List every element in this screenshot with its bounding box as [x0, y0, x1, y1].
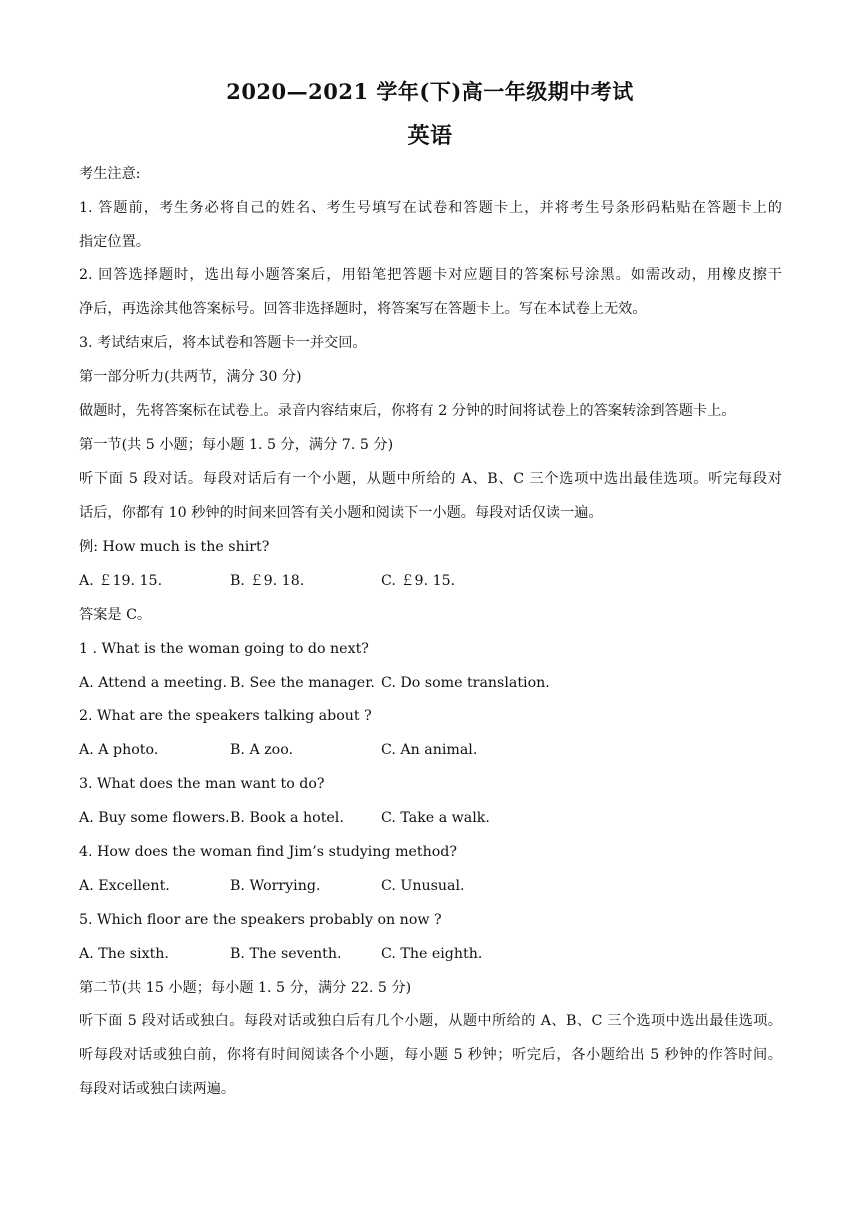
part1-heading: 第一部分听力(共两节，满分 30 分)	[79, 369, 302, 385]
notice-item-3: 3. 考试结束后，将本试卷和答题卡一并交回。	[79, 335, 367, 351]
question-2-option-c: C. An animal.	[381, 742, 478, 758]
question-2-option-a: A. A photo.	[79, 742, 159, 758]
notice-item-2-line-1: 2. 回答选择题时，选出每小题答案后，用铅笔把答题卡对应题目的答案标号涂黑。如需改动，用橡皮擦干	[79, 267, 782, 283]
question-4-option-a: A. Excellent.	[79, 878, 170, 894]
question-3-stem: 3. What does the man want to do?	[79, 776, 325, 792]
section2-instruction-line-3: 每段对话或独白读两遍。	[79, 1081, 236, 1097]
question-1-option-a: A. Attend a meeting.	[79, 675, 227, 691]
exam-title: 2020—2021 学年(下)高一年级期中考试	[226, 79, 634, 104]
section1-heading: 第一节(共 5 小题；每小题 1. 5 分，满分 7. 5 分)	[79, 437, 394, 453]
question-5-stem: 5. Which floor are the speakers probably on now ?	[79, 912, 442, 928]
question-3-option-c: C. Take a walk.	[381, 810, 490, 826]
section2-heading: 第二节(共 15 小题；每小题 1. 5 分，满分 22. 5 分)	[79, 980, 412, 996]
section1-instruction-line-2: 话后，你都有 10 秒钟的时间来回答有关小题和阅读下一小题。每段对话仅读一遍。	[79, 505, 603, 521]
section2-instruction-line-2: 听每段对话或独白前，你将有时间阅读各个小题，每小题 5 秒钟；听完后，各小题给出 5 秒钟的作答时间。	[79, 1047, 782, 1063]
section2-instruction-line-1: 听下面 5 段对话或独白。每段对话或独白后有几个小题，从题中所给的 A、B、C 三个选项中选出最佳选项。	[79, 1013, 782, 1029]
question-5-option-b: B. The seventh.	[230, 946, 342, 962]
example-option-c: C. ￡9. 15.	[381, 573, 456, 589]
notice-heading: 考生注意:	[79, 166, 141, 182]
question-3-option-a: A. Buy some flowers.	[79, 810, 230, 826]
question-1-stem: 1 . What is the woman going to do next?	[79, 641, 369, 657]
question-1-option-c: C. Do some translation.	[381, 675, 550, 691]
question-5-option-a: A. The sixth.	[79, 946, 169, 962]
notice-item-1-line-1: 1. 答题前，考生务必将自己的姓名、考生号填写在试卷和答题卡上，并将考生号条形码粘贴在答题卡上的	[79, 200, 782, 216]
example-answer: 答案是 C。	[79, 607, 152, 623]
question-4-option-b: B. Worrying.	[230, 878, 321, 894]
example-option-b: B. ￡9. 18.	[230, 573, 305, 589]
question-4-stem: 4. How does the woman find Jim’s studying method?	[79, 844, 457, 860]
question-2-option-b: B. A zoo.	[230, 742, 294, 758]
example-question: 例: How much is the shirt?	[79, 539, 270, 555]
subject-title: 英语	[407, 123, 453, 149]
question-5-option-c: C. The eighth.	[381, 946, 483, 962]
notice-item-2-line-2: 净后，再选涂其他答案标号。回答非选择题时，将答案写在答题卡上。写在本试卷上无效。	[79, 301, 647, 317]
question-3-option-b: B. Book a hotel.	[230, 810, 344, 826]
example-option-a: A. ￡19. 15.	[79, 573, 163, 589]
question-2-stem: 2. What are the speakers talking about ?	[79, 708, 372, 724]
question-4-option-c: C. Unusual.	[381, 878, 465, 894]
question-1-option-b: B. See the manager.	[230, 675, 375, 691]
section1-instruction-line-1: 听下面 5 段对话。每段对话后有一个小题，从题中所给的 A、B、C 三个选项中选出最佳选项。听完每段对	[79, 471, 782, 487]
part1-instruction: 做题时，先将答案标在试卷上。录音内容结束后，你将有 2 分钟的时间将试卷上的答案转涂到答题卡上。	[79, 403, 736, 419]
notice-item-1-line-2: 指定位置。	[79, 234, 150, 250]
